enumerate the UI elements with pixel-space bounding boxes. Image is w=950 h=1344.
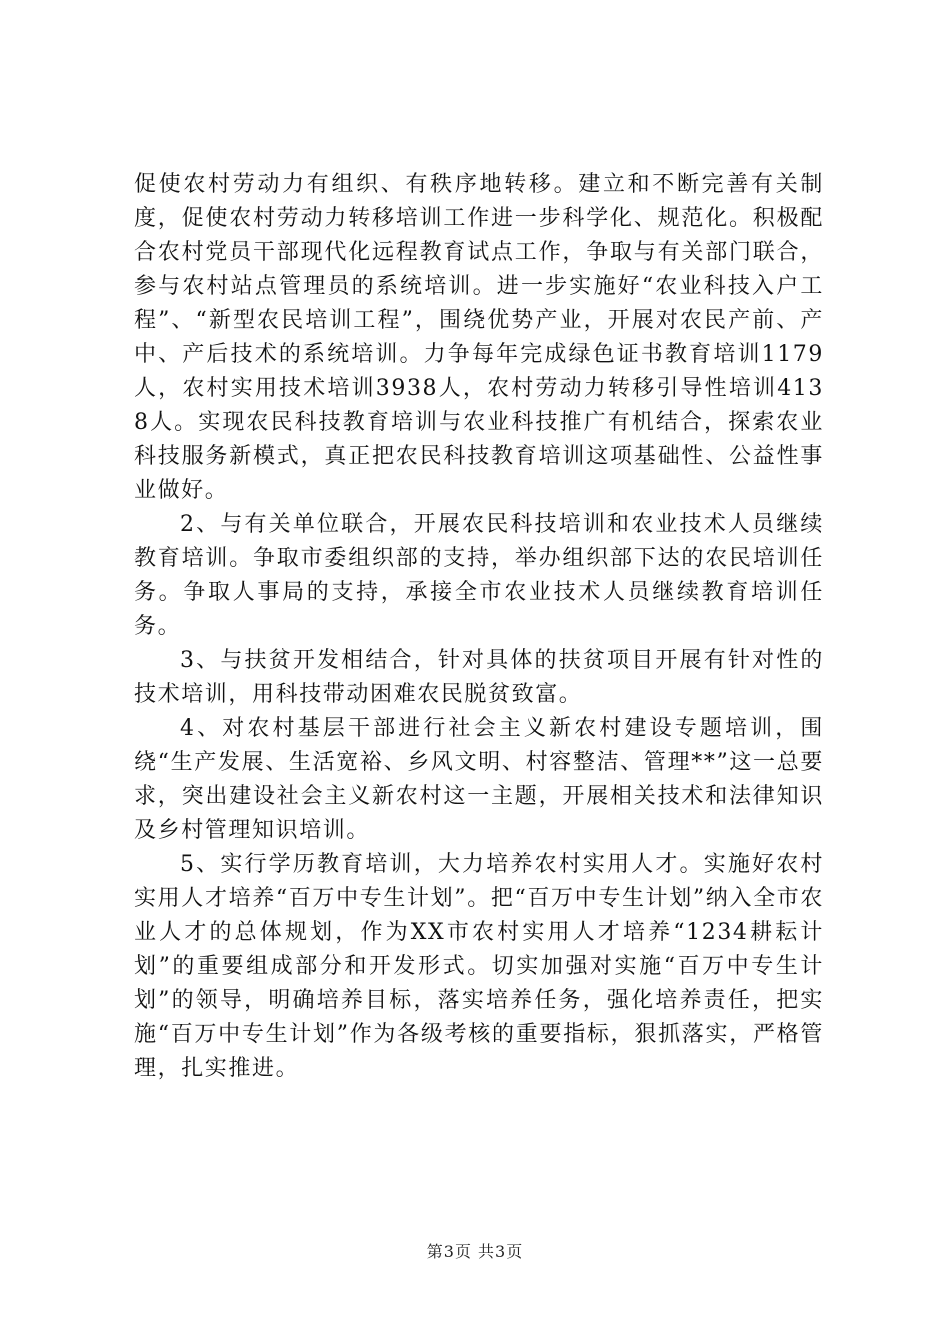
document-body [134,168,824,1086]
paragraph-3: 3、与扶贫开发相结合，针对具体的扶贫项目开展有针对性的技术培训，用科技带动困难农民脱贫致富。 [134,648,824,707]
paragraph-1: 促使农村劳动力有组织、有秩序地转移。建立和不断完善有关制度，促使农村劳动力转移培训工作进一步科学化、规范化。积极配合农村党员干部现代化远程教育试点工作，争取与有关部门联合，参与农村站点管理员的系统培训。进一步实施好“农业科技入户工程”、“新型农民培训工程”，围绕优势产业，开展对农民产前、产中、产后技术的系统培训。力争每年完成绿色证书教育培训1179人，农村实用技术培训3938人，农村劳动力转移引导性培训4138人。实现农民科技教育培训与农业科技推广有机结合，探索农业科技服务新模式，真正把农民科技教育培训这项基础性、公益性事业做好。 [134,172,824,503]
paragraph-5: 5、实行学历教育培训，大力培养农村实用人才。实施好农村实用人才培养“百万中专生计划”。把“百万中专生计划”纳入全市农业人才的总体规划，作为XX市农村实用人才培养“1234耕耘计划”的重要组成部分和开发形式。切实加强对实施“百万中专生计划”的领导，明确培养目标，落实培养任务，强化培养责任，把实施“百万中专生计划”作为各级考核的重要指标，狠抓落实，严格管理，扎实推进。 [134,852,824,1081]
page-footer: 第3页 共3页 [426,1242,524,1261]
paragraph-2: 2、与有关单位联合，开展农民科技培训和农业技术人员继续教育培训。争取市委组织部的支持，举办组织部下达的农民培训任务。争取人事局的支持，承接全市农业技术人员继续教育培训任务。 [134,512,824,639]
paragraph-4: 4、对农村基层干部进行社会主义新农村建设专题培训，围绕“生产发展、生活宽裕、乡风文明、村容整洁、管理**”这一总要求，突出建设社会主义新农村这一主题，开展相关技术和法律知识及乡村管理知识培训。 [134,716,824,843]
